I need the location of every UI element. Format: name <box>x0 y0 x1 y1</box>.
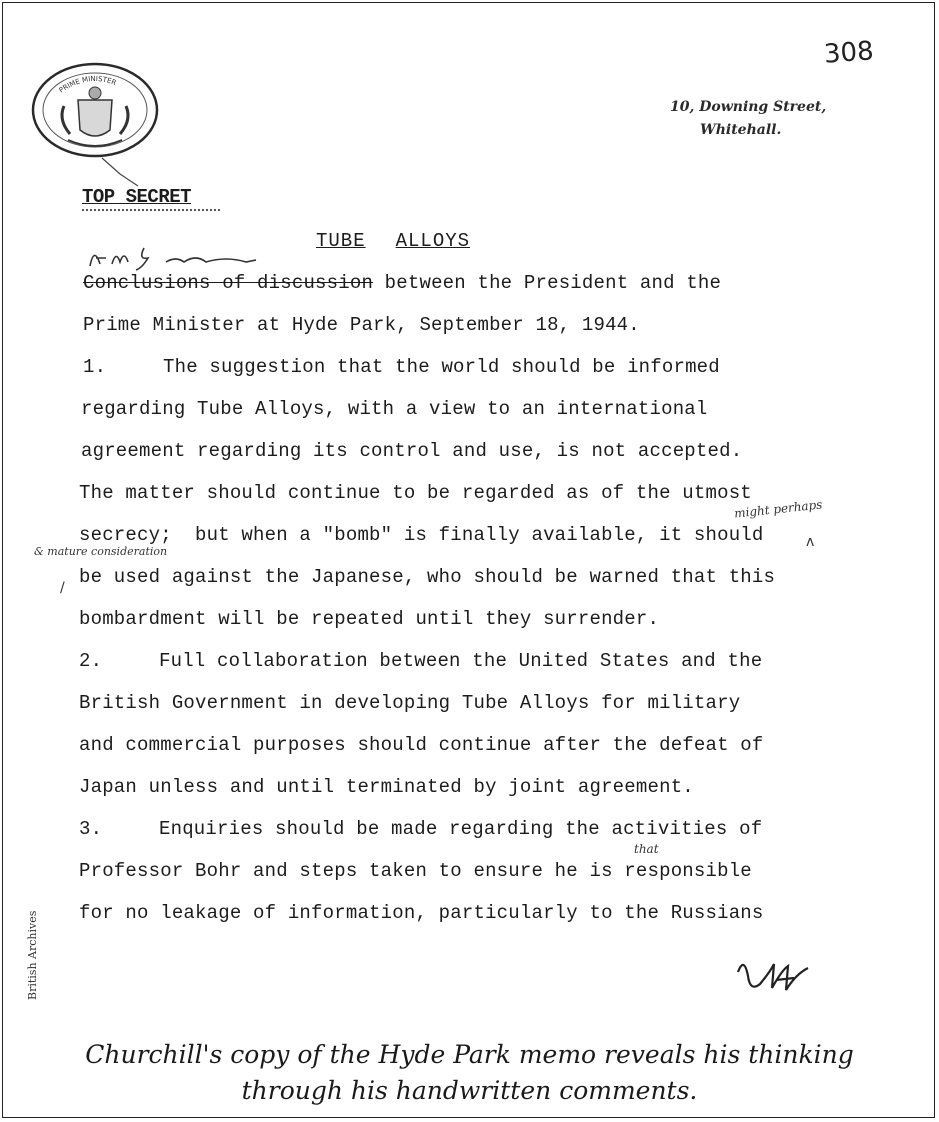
paragraph-3-line-1 <box>79 818 762 840</box>
paragraph-2-line-4: Japan unless and until terminated by joint agreement. <box>79 776 694 798</box>
letterhead-address <box>670 96 826 142</box>
handwritten-that: that <box>634 842 659 856</box>
paragraph-3-line-2: Professor Bohr and steps taken to ensure he is responsible <box>79 860 752 882</box>
title-word-1: TUBE <box>316 230 366 252</box>
insertion-caret-1: ʌ <box>806 534 815 550</box>
paragraph-2-text-1: Full collaboration between the United States and the <box>159 650 763 672</box>
paragraph-2-line-1 <box>79 650 762 672</box>
paragraph-3-text-1: Enquiries should be made regarding the activities of <box>159 818 763 840</box>
intro-rest: between the President and the <box>373 272 722 294</box>
handwritten-scribble <box>86 240 306 272</box>
paragraph-1-line-7: bombardment will be repeated until they surrender. <box>79 608 660 630</box>
handwritten-initials-signature <box>730 950 820 1000</box>
paragraph-1-text-1: The suggestion that the world should be informed <box>163 356 720 378</box>
paragraph-2-line-2: British Government in developing Tube Alloys for military <box>79 692 741 714</box>
paragraph-3-line-3: for no leakage of information, particularly to the Russians <box>79 902 764 924</box>
stamp-pointer-line <box>100 156 140 188</box>
paragraph-1-line-5: secrecy; but when a "bomb" is finally available, it should <box>79 524 764 546</box>
paragraph-1-line-4: The matter should continue to be regarded as of the utmost <box>79 482 752 504</box>
page-number: 308 <box>823 36 875 70</box>
classification-dots <box>82 209 220 211</box>
paragraph-1-line-6: be used against the Japanese, who should be warned that this <box>79 566 776 588</box>
paragraph-2-line-3: and commercial purposes should continue after the defeat of <box>79 734 764 756</box>
paragraph-1-number: 1. <box>83 356 107 378</box>
document-title <box>316 230 500 252</box>
intro-struck-text: Conclusions of <box>83 272 246 294</box>
archive-credit: British Archives <box>26 910 39 1000</box>
paragraph-2-number: 2. <box>79 650 103 672</box>
caption-line-1: Churchill's copy of the Hyde Park memo reveals his thinking <box>85 1040 854 1069</box>
address-line-1: 10, Downing Street, <box>670 99 827 115</box>
address-line-2: Whitehall. <box>700 122 782 138</box>
classification-label: TOP SECRET <box>82 186 192 208</box>
handwritten-might-perhaps: might perhaps <box>733 497 824 521</box>
intro-line-2: Prime Minister at Hyde Park, September 18, 1944. <box>83 314 640 336</box>
stamp-label: PRIME MINISTER <box>57 74 118 95</box>
insertion-caret-2: / <box>60 580 65 596</box>
paragraph-1-line-3: agreement regarding its control and use, is not accepted. <box>81 440 743 462</box>
caption-line-2: through his handwritten comments. <box>241 1076 698 1105</box>
paragraph-3-number: 3. <box>79 818 103 840</box>
handwritten-margin-note: & mature consideration <box>34 545 168 558</box>
title-word-2: ALLOYS <box>395 230 471 252</box>
paragraph-1-line-1 <box>83 356 720 378</box>
svg-text:PRIME MINISTER <box>58 75 118 95</box>
intro-struck-word: discussion <box>245 272 374 294</box>
paragraph-1-line-2: regarding Tube Alloys, with a view to an international <box>81 398 708 420</box>
prime-minister-stamp <box>30 60 160 165</box>
intro-line-1 <box>83 272 721 294</box>
